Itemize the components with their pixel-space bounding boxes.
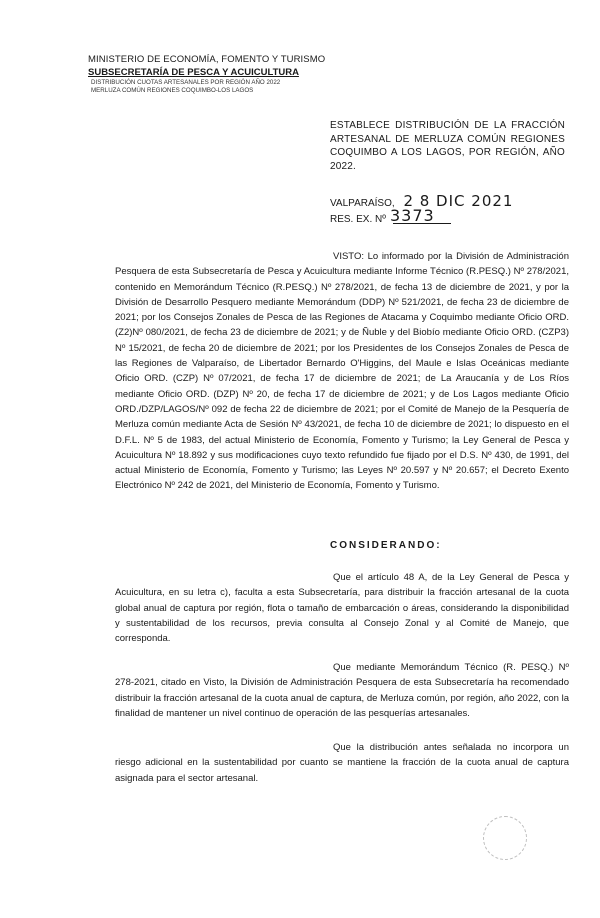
considerando-text-3: Que la distribución antes señalada no incorpora un riesgo adicional en la sustentabilidad por cuanto se mantiene la fracción de la cuota anual de captura asignada para el sector artesanal.	[115, 742, 569, 784]
ministry-name: MINISTERIO DE ECONOMÍA, FOMENTO Y TURISMO	[88, 54, 326, 65]
date-handwritten: 2 8 DIC 2021	[403, 192, 514, 210]
considerando-text-2: Que mediante Memorándum Técnico (R. PESQ.) Nº 278-2021, citado en Visto, la División de Administración Pesquera de esta Subsecretaría ha recomendado distribuir la fracción artesanal de la cuota anual de captura, de Merluza común, por región, año 2022, con la finalidad de mantener un nivel continuo de operación de las pesquerías artesanales.	[115, 662, 569, 719]
considerando-paragraph-2	[115, 660, 569, 721]
distribution-line-1: DISTRIBUCIÓN CUOTAS ARTESANALES POR REGIÓN AÑO 2022	[91, 79, 281, 86]
resolution-number-line	[330, 206, 451, 225]
resolution-title: ESTABLECE DISTRIBUCIÓN DE LA FRACCIÓN ARTESANAL DE MERLUZA COMÚN REGIONES COQUIMBO A LOS LAGOS, POR REGIÓN, AÑO 2022.	[330, 120, 565, 172]
round-stamp	[483, 816, 527, 860]
considerando-text-1: Que el artículo 48 A, de la Ley General de Pesca y Acuicultura, en su letra c), faculta a esta Subsecretaría, para distribuir la fracción artesanal de la cuota global anual de captura por región, flota o tamaño de embarcación o áreas, considerando la disponibilidad y sustentabilidad de los recursos, previa consulta al Consejo Zonal y al Comité de Manejo, que corresponda.	[115, 572, 569, 645]
letterhead	[88, 54, 326, 95]
date-city: VALPARAÍSO,	[330, 198, 395, 209]
visto-text: VISTO: Lo informado por la División de Administración Pesquera de esta Subsecretaría de Pesca y Acuicultura mediante Informe Técnico (R.PESQ.) Nº 278/2021, contenido en Memorándum Técnico (R.PESQ.) Nº 278/2021, de fecha 13 de diciembre de 2021, y por la División de Desarrollo Pesquero mediante Memorándum (DDP) Nº 521/2021, de fecha 23 de diciembre de 2021; por los Consejos Zonales de Pesca de las Regiones de Atacama y Coquimbo mediante Oficio ORD. (Z2)Nº 080/2021, de fecha 23 de diciembre de 2021; y de Ñuble y del Biobío mediante Oficio ORD. (CZP3) Nº 15/2021, de fecha 20 de diciembre de 2021; por los Presidentes de los Consejos Zonales de Pesca de las Regiones de Valparaíso, de Libertador Bernardo O'Higgins, del Maule e Islas Oceánicas mediante Oficio ORD. (CZP) Nº 07/2021, de fecha 17 de diciembre de 2021; de La Araucanía y de Los Ríos mediante Oficio ORD. (DZP) Nº 20, de fecha 17 de diciembre de 2021; y de Los Lagos mediante Oficio ORD./DZP/LAGOS/Nº 092 de fecha 22 de diciembre de 2021; por el Comité de Manejo de la Pesquería de Merluza común mediante Acta de Sesión Nº 43/2021, de fecha 10 de diciembre de 2021; lo dispuesto en el D.F.L. Nº 5 de 1983, del actual Ministerio de Economía, Fomento y Turismo; la Ley General de Pesca y Acuicultura Nº 18.892 y sus modificaciones cuyo texto refundido fue fijado por el D.S. Nº 430, de 1991, del actual Ministerio de Economía, Fomento y Turismo; las Leyes Nº 20.597 y Nº 20.657; el Decreto Exento Electrónico Nº 242 de 2021, del Ministerio de Economía, Fomento y Turismo.	[115, 251, 569, 492]
considerando-heading: CONSIDERANDO:	[330, 540, 442, 551]
resolution-label: RES. EX. Nº	[330, 214, 386, 225]
considerando-paragraph-3	[115, 740, 569, 786]
subsecretaria-name: SUBSECRETARÍA DE PESCA Y ACUICULTURA	[88, 67, 299, 78]
resolution-number: 3373	[390, 206, 435, 225]
considerando-paragraph-1	[115, 570, 569, 646]
distribution-line-2: MERLUZA COMÚN REGIONES COQUIMBO-LOS LAGOS	[91, 87, 254, 94]
visto-paragraph	[115, 249, 569, 494]
